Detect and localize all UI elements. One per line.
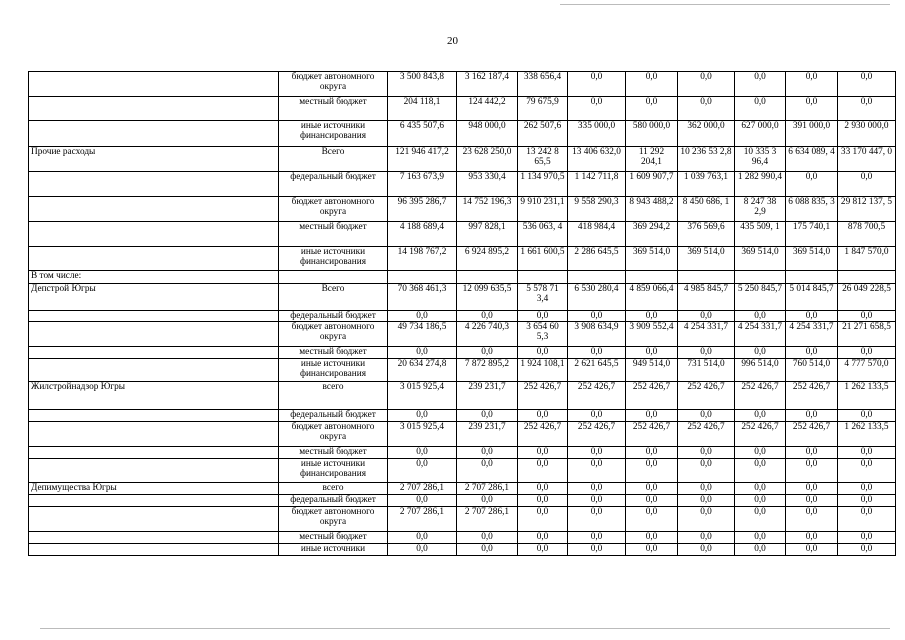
- value-cell: 0,0: [388, 347, 457, 359]
- value-cell: 14 198 767,2: [388, 247, 457, 271]
- value-cell: 5 578 71 3,4: [518, 284, 568, 311]
- value-cell: 13 242 8 65,5: [518, 147, 568, 172]
- value-cell: 0,0: [568, 544, 626, 556]
- table-row: [29, 222, 896, 247]
- funding-source-cell: федеральный бюджет: [279, 311, 388, 322]
- value-cell: 0,0: [838, 410, 896, 422]
- funding-source-cell: иные источники финансирования: [279, 247, 388, 271]
- value-cell: 252 426,7: [626, 422, 678, 447]
- value-cell: 0,0: [626, 447, 678, 459]
- value-cell: 252 426,7: [568, 422, 626, 447]
- value-cell: 0,0: [735, 97, 786, 121]
- value-cell: 252 426,7: [568, 382, 626, 410]
- value-cell: 121 946 417,2: [388, 147, 457, 172]
- org-name-cell: Жилстройнадзор Югры: [29, 382, 279, 410]
- value-cell: 0,0: [678, 532, 735, 544]
- value-cell: 0,0: [388, 410, 457, 422]
- table-row: [29, 544, 896, 556]
- value-cell: 26 049 228,5: [838, 284, 896, 311]
- value-cell: 0,0: [838, 532, 896, 544]
- value-cell: 204 118,1: [388, 97, 457, 121]
- value-cell: 262 507,6: [518, 121, 568, 147]
- value-cell: 0,0: [626, 72, 678, 97]
- funding-source-cell: бюджет автономного округа: [279, 197, 388, 222]
- org-name-cell: [29, 459, 279, 483]
- value-cell: 0,0: [457, 311, 518, 322]
- value-cell: [838, 271, 896, 284]
- value-cell: 2 707 286,1: [388, 483, 457, 495]
- value-cell: 0,0: [786, 495, 838, 507]
- value-cell: 21 271 658,5: [838, 322, 896, 347]
- value-cell: 1 262 133,5: [838, 422, 896, 447]
- table-row: [29, 72, 896, 97]
- value-cell: 0,0: [838, 347, 896, 359]
- value-cell: 239 231,7: [457, 382, 518, 410]
- value-cell: 0,0: [678, 347, 735, 359]
- value-cell: 0,0: [457, 410, 518, 422]
- table-row: [29, 322, 896, 347]
- value-cell: 0,0: [568, 447, 626, 459]
- value-cell: 338 656,4: [518, 72, 568, 97]
- value-cell: 760 514,0: [786, 359, 838, 382]
- table-row: [29, 311, 896, 322]
- value-cell: 335 000,0: [568, 121, 626, 147]
- value-cell: 252 426,7: [735, 382, 786, 410]
- funding-source-cell: бюджет автономного округа: [279, 322, 388, 347]
- org-name-cell: [29, 197, 279, 222]
- value-cell: 4 985 845,7: [678, 284, 735, 311]
- value-cell: 1 134 970,5: [518, 172, 568, 197]
- funding-source-cell: местный бюджет: [279, 447, 388, 459]
- org-name-cell: [29, 544, 279, 556]
- value-cell: 2 930 000,0: [838, 121, 896, 147]
- funding-source-cell: иные источники финансирования: [279, 121, 388, 147]
- value-cell: 0,0: [678, 495, 735, 507]
- value-cell: 953 330,4: [457, 172, 518, 197]
- funding-source-cell: всего: [279, 382, 388, 410]
- org-name-cell: Депстрой Югры: [29, 284, 279, 311]
- value-cell: 948 000,0: [457, 121, 518, 147]
- table-row: [29, 495, 896, 507]
- table-row: [29, 359, 896, 382]
- value-cell: [568, 271, 626, 284]
- value-cell: 8 247 38 2,9: [735, 197, 786, 222]
- value-cell: 2 707 286,1: [457, 483, 518, 495]
- value-cell: 1 039 763,1: [678, 172, 735, 197]
- funding-source-cell: федеральный бюджет: [279, 410, 388, 422]
- funding-source-cell: бюджет автономного округа: [279, 507, 388, 532]
- value-cell: 0,0: [568, 347, 626, 359]
- value-cell: 0,0: [838, 172, 896, 197]
- value-cell: 376 569,6: [678, 222, 735, 247]
- org-name-cell: Депимущества Югры: [29, 483, 279, 495]
- value-cell: 0,0: [786, 311, 838, 322]
- value-cell: 0,0: [735, 410, 786, 422]
- value-cell: 8 943 488,2: [626, 197, 678, 222]
- value-cell: 6 634 089, 4: [786, 147, 838, 172]
- value-cell: [678, 271, 735, 284]
- funding-source-cell: иные источники финансирования: [279, 359, 388, 382]
- value-cell: 731 514,0: [678, 359, 735, 382]
- value-cell: 0,0: [568, 97, 626, 121]
- value-cell: 0,0: [735, 72, 786, 97]
- org-name-cell: [29, 97, 279, 121]
- scan-artifact-top: [560, 4, 890, 5]
- value-cell: 0,0: [678, 483, 735, 495]
- value-cell: 13 406 632,0: [568, 147, 626, 172]
- budget-table: [28, 71, 896, 556]
- org-name-cell: [29, 422, 279, 447]
- value-cell: 0,0: [568, 410, 626, 422]
- value-cell: 369 294,2: [626, 222, 678, 247]
- value-cell: 0,0: [786, 347, 838, 359]
- value-cell: 29 812 137, 5: [838, 197, 896, 222]
- value-cell: 369 514,0: [786, 247, 838, 271]
- funding-source-cell: местный бюджет: [279, 97, 388, 121]
- table-row: [29, 121, 896, 147]
- value-cell: 14 752 196,3: [457, 197, 518, 222]
- value-cell: 252 426,7: [678, 422, 735, 447]
- value-cell: 70 368 461,3: [388, 284, 457, 311]
- value-cell: 0,0: [735, 507, 786, 532]
- value-cell: 0,0: [786, 483, 838, 495]
- value-cell: 0,0: [838, 72, 896, 97]
- value-cell: 0,0: [388, 311, 457, 322]
- value-cell: 1 282 990,4: [735, 172, 786, 197]
- value-cell: [626, 271, 678, 284]
- value-cell: 4 188 689,4: [388, 222, 457, 247]
- value-cell: 1 924 108,1: [518, 359, 568, 382]
- value-cell: 2 707 286,1: [388, 507, 457, 532]
- value-cell: 0,0: [678, 507, 735, 532]
- value-cell: 6 088 835, 3: [786, 197, 838, 222]
- funding-source-cell: Всего: [279, 147, 388, 172]
- value-cell: 49 734 186,5: [388, 322, 457, 347]
- value-cell: 124 442,2: [457, 97, 518, 121]
- org-name-cell: [29, 532, 279, 544]
- table-row: [29, 532, 896, 544]
- value-cell: 536 063, 4: [518, 222, 568, 247]
- value-cell: 0,0: [626, 347, 678, 359]
- value-cell: 878 700,5: [838, 222, 896, 247]
- value-cell: 0,0: [678, 459, 735, 483]
- value-cell: 1 661 600,5: [518, 247, 568, 271]
- funding-source-cell: бюджет автономного округа: [279, 422, 388, 447]
- value-cell: 2 707 286,1: [457, 507, 518, 532]
- value-cell: 0,0: [838, 97, 896, 121]
- funding-source-cell: федеральный бюджет: [279, 495, 388, 507]
- value-cell: 6 530 280,4: [568, 284, 626, 311]
- value-cell: 33 170 447, 0: [838, 147, 896, 172]
- value-cell: 0,0: [518, 410, 568, 422]
- value-cell: 4 777 570,0: [838, 359, 896, 382]
- value-cell: 96 395 286,7: [388, 197, 457, 222]
- value-cell: 79 675,9: [518, 97, 568, 121]
- value-cell: 252 426,7: [735, 422, 786, 447]
- value-cell: 0,0: [735, 311, 786, 322]
- value-cell: 0,0: [678, 544, 735, 556]
- value-cell: 435 509, 1: [735, 222, 786, 247]
- value-cell: 239 231,7: [457, 422, 518, 447]
- table-row: [29, 422, 896, 447]
- value-cell: 0,0: [457, 544, 518, 556]
- value-cell: 0,0: [735, 495, 786, 507]
- table-row: [29, 347, 896, 359]
- value-cell: 0,0: [678, 72, 735, 97]
- table-row: [29, 97, 896, 121]
- value-cell: 0,0: [568, 483, 626, 495]
- funding-source-cell: местный бюджет: [279, 222, 388, 247]
- org-name-cell: [29, 410, 279, 422]
- value-cell: 1 262 133,5: [838, 382, 896, 410]
- value-cell: 175 740,1: [786, 222, 838, 247]
- value-cell: 0,0: [838, 507, 896, 532]
- value-cell: 0,0: [786, 459, 838, 483]
- value-cell: 627 000,0: [735, 121, 786, 147]
- value-cell: 0,0: [518, 447, 568, 459]
- org-name-cell: В том числе:: [29, 271, 279, 284]
- value-cell: 2 621 645,5: [568, 359, 626, 382]
- value-cell: 0,0: [457, 532, 518, 544]
- value-cell: 0,0: [457, 459, 518, 483]
- table-row: [29, 147, 896, 172]
- value-cell: 252 426,7: [786, 422, 838, 447]
- value-cell: 0,0: [518, 544, 568, 556]
- funding-source-cell: Всего: [279, 284, 388, 311]
- value-cell: 7 872 895,2: [457, 359, 518, 382]
- value-cell: 3 015 925,4: [388, 422, 457, 447]
- value-cell: 0,0: [518, 532, 568, 544]
- value-cell: 0,0: [786, 507, 838, 532]
- value-cell: 0,0: [626, 544, 678, 556]
- funding-source-cell: местный бюджет: [279, 347, 388, 359]
- value-cell: 0,0: [838, 483, 896, 495]
- org-name-cell: [29, 322, 279, 347]
- value-cell: 0,0: [568, 311, 626, 322]
- value-cell: 0,0: [786, 410, 838, 422]
- value-cell: 0,0: [568, 72, 626, 97]
- value-cell: 252 426,7: [518, 422, 568, 447]
- value-cell: [388, 271, 457, 284]
- value-cell: 0,0: [388, 447, 457, 459]
- value-cell: 0,0: [786, 447, 838, 459]
- funding-source-cell: бюджет автономного округа: [279, 72, 388, 97]
- value-cell: 9 558 290,3: [568, 197, 626, 222]
- value-cell: 996 514,0: [735, 359, 786, 382]
- value-cell: 1 609 907,7: [626, 172, 678, 197]
- value-cell: [457, 271, 518, 284]
- value-cell: 3 654 60 5,3: [518, 322, 568, 347]
- value-cell: 10 236 53 2,8: [678, 147, 735, 172]
- value-cell: 0,0: [678, 311, 735, 322]
- value-cell: 0,0: [568, 507, 626, 532]
- org-name-cell: [29, 447, 279, 459]
- org-name-cell: Прочие расходы: [29, 147, 279, 172]
- value-cell: 1 847 570,0: [838, 247, 896, 271]
- org-name-cell: [29, 507, 279, 532]
- value-cell: 0,0: [678, 97, 735, 121]
- value-cell: 0,0: [838, 544, 896, 556]
- value-cell: 4 254 331,7: [786, 322, 838, 347]
- value-cell: 3 909 552,4: [626, 322, 678, 347]
- value-cell: 3 500 843,8: [388, 72, 457, 97]
- value-cell: 0,0: [678, 447, 735, 459]
- value-cell: 23 628 250,0: [457, 147, 518, 172]
- table-row: [29, 483, 896, 495]
- value-cell: 10 335 3 96,4: [735, 147, 786, 172]
- value-cell: 0,0: [457, 347, 518, 359]
- value-cell: 0,0: [735, 347, 786, 359]
- value-cell: 0,0: [626, 495, 678, 507]
- value-cell: 0,0: [626, 459, 678, 483]
- value-cell: 369 514,0: [626, 247, 678, 271]
- value-cell: 0,0: [518, 347, 568, 359]
- value-cell: 0,0: [518, 495, 568, 507]
- value-cell: 580 000,0: [626, 121, 678, 147]
- table-row: [29, 271, 896, 284]
- value-cell: 0,0: [518, 483, 568, 495]
- funding-source-cell: федеральный бюджет: [279, 172, 388, 197]
- value-cell: 0,0: [626, 97, 678, 121]
- value-cell: 0,0: [518, 459, 568, 483]
- value-cell: 0,0: [786, 97, 838, 121]
- value-cell: 0,0: [838, 447, 896, 459]
- value-cell: 4 226 740,3: [457, 322, 518, 347]
- value-cell: 0,0: [388, 532, 457, 544]
- value-cell: 0,0: [626, 410, 678, 422]
- value-cell: 12 099 635,5: [457, 284, 518, 311]
- value-cell: 0,0: [457, 447, 518, 459]
- table-row: [29, 507, 896, 532]
- value-cell: 7 163 673,9: [388, 172, 457, 197]
- funding-source-cell: иные источники финансирования: [279, 459, 388, 483]
- value-cell: 0,0: [786, 172, 838, 197]
- value-cell: 3 162 187,4: [457, 72, 518, 97]
- value-cell: 0,0: [626, 311, 678, 322]
- table-row: [29, 284, 896, 311]
- value-cell: 252 426,7: [518, 382, 568, 410]
- table-row: [29, 172, 896, 197]
- org-name-cell: [29, 347, 279, 359]
- value-cell: [786, 271, 838, 284]
- value-cell: 0,0: [735, 544, 786, 556]
- funding-source-cell: местный бюджет: [279, 532, 388, 544]
- funding-source-cell: [279, 271, 388, 284]
- table-row: [29, 247, 896, 271]
- value-cell: 0,0: [568, 532, 626, 544]
- value-cell: 0,0: [786, 532, 838, 544]
- value-cell: 0,0: [735, 447, 786, 459]
- table-row: [29, 459, 896, 483]
- org-name-cell: [29, 172, 279, 197]
- value-cell: 8 450 686, 1: [678, 197, 735, 222]
- value-cell: [735, 271, 786, 284]
- value-cell: 252 426,7: [678, 382, 735, 410]
- value-cell: 20 634 274,8: [388, 359, 457, 382]
- value-cell: 0,0: [626, 532, 678, 544]
- value-cell: 0,0: [388, 495, 457, 507]
- value-cell: 0,0: [786, 544, 838, 556]
- page-number: 20: [447, 35, 458, 47]
- value-cell: 252 426,7: [626, 382, 678, 410]
- value-cell: 4 254 331,7: [678, 322, 735, 347]
- value-cell: 0,0: [626, 483, 678, 495]
- value-cell: 5 014 845,7: [786, 284, 838, 311]
- org-name-cell: [29, 495, 279, 507]
- value-cell: 0,0: [388, 459, 457, 483]
- value-cell: 5 250 845,7: [735, 284, 786, 311]
- value-cell: 0,0: [518, 311, 568, 322]
- value-cell: 0,0: [678, 410, 735, 422]
- table-row: [29, 447, 896, 459]
- value-cell: 369 514,0: [735, 247, 786, 271]
- value-cell: 0,0: [568, 459, 626, 483]
- org-name-cell: [29, 121, 279, 147]
- value-cell: 2 286 645,5: [568, 247, 626, 271]
- value-cell: 0,0: [388, 544, 457, 556]
- value-cell: 0,0: [735, 483, 786, 495]
- value-cell: 3 015 925,4: [388, 382, 457, 410]
- value-cell: 949 514,0: [626, 359, 678, 382]
- value-cell: 418 984,4: [568, 222, 626, 247]
- value-cell: 1 142 711,8: [568, 172, 626, 197]
- value-cell: 362 000,0: [678, 121, 735, 147]
- org-name-cell: [29, 222, 279, 247]
- value-cell: 6 435 507,6: [388, 121, 457, 147]
- table-row: [29, 382, 896, 410]
- org-name-cell: [29, 359, 279, 382]
- org-name-cell: [29, 247, 279, 271]
- value-cell: 11 292 204,1: [626, 147, 678, 172]
- funding-source-cell: всего: [279, 483, 388, 495]
- value-cell: 0,0: [838, 495, 896, 507]
- value-cell: 6 924 895,2: [457, 247, 518, 271]
- value-cell: 4 254 331,7: [735, 322, 786, 347]
- value-cell: 0,0: [735, 459, 786, 483]
- funding-source-cell: иные источники: [279, 544, 388, 556]
- org-name-cell: [29, 72, 279, 97]
- value-cell: 997 828,1: [457, 222, 518, 247]
- value-cell: 252 426,7: [786, 382, 838, 410]
- value-cell: 0,0: [838, 311, 896, 322]
- value-cell: 4 859 066,4: [626, 284, 678, 311]
- value-cell: 369 514,0: [678, 247, 735, 271]
- value-cell: 0,0: [568, 495, 626, 507]
- value-cell: 9 910 231,1: [518, 197, 568, 222]
- value-cell: 0,0: [735, 532, 786, 544]
- value-cell: 0,0: [457, 495, 518, 507]
- value-cell: [518, 271, 568, 284]
- value-cell: 3 908 634,9: [568, 322, 626, 347]
- value-cell: 0,0: [518, 507, 568, 532]
- org-name-cell: [29, 311, 279, 322]
- value-cell: 391 000,0: [786, 121, 838, 147]
- table-row: [29, 410, 896, 422]
- value-cell: 0,0: [838, 459, 896, 483]
- table-row: [29, 197, 896, 222]
- value-cell: 0,0: [786, 72, 838, 97]
- table-body: [29, 72, 896, 556]
- scan-artifact-bottom: [40, 628, 890, 629]
- value-cell: 0,0: [626, 507, 678, 532]
